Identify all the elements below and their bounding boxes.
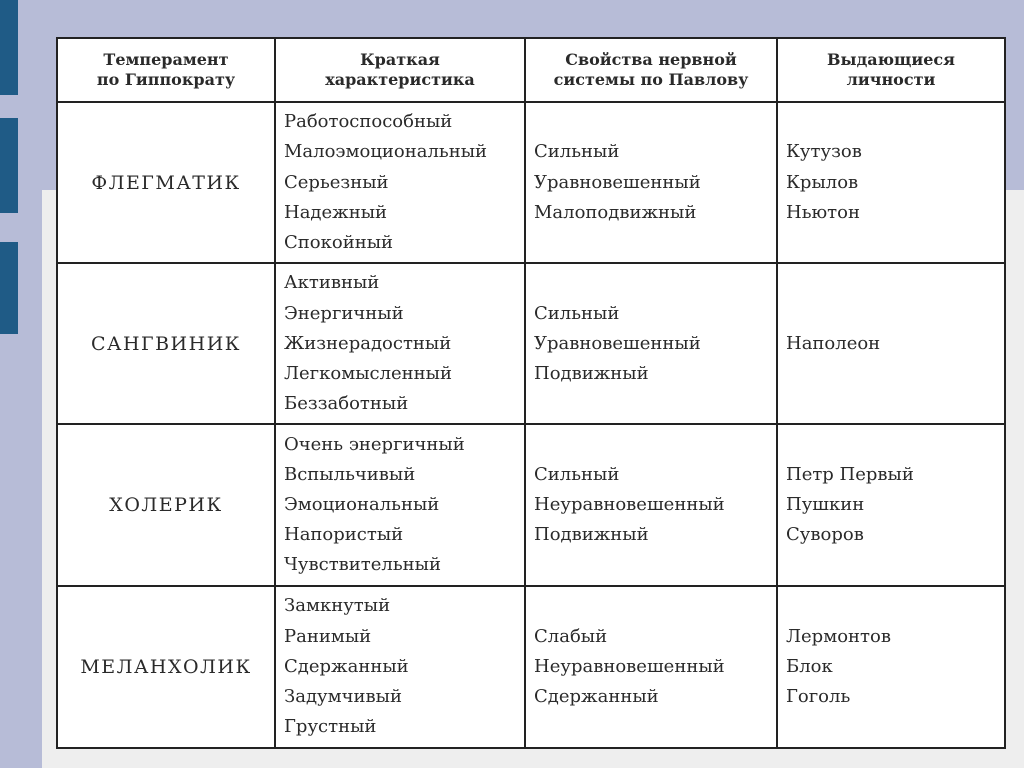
header-characteristics-line2: характеристика: [325, 70, 475, 89]
accent-bar-bottom: [0, 242, 18, 334]
trait: Спокойный: [284, 231, 394, 253]
temperament-name: МЕЛАНХОЛИК: [57, 586, 275, 748]
person: Крылов: [786, 171, 859, 193]
header-temperament-line2: по Гиппократу: [96, 70, 236, 89]
header-nervous-system: [525, 38, 777, 102]
nervous-system-cell: [525, 263, 777, 424]
nervous-property: Слабый: [534, 625, 608, 647]
header-notable-people-line2: личности: [846, 70, 936, 89]
header-temperament: [57, 38, 275, 102]
trait: Беззаботный: [284, 393, 409, 415]
table-row: [57, 102, 1005, 263]
trait: Напористый: [284, 524, 404, 546]
trait: Легкомысленный: [284, 362, 453, 384]
nervous-property: Неуравновешенный: [534, 655, 725, 677]
header-nervous-system-line2: системы по Павлову: [553, 70, 749, 89]
nervous-property: Сдержанный: [534, 685, 659, 707]
nervous-property: Уравновешенный: [534, 332, 701, 354]
trait: Жизнерадостный: [284, 332, 452, 354]
people-cell: [777, 424, 1005, 585]
people-cell: [777, 102, 1005, 263]
trait: Энергичный: [284, 302, 404, 324]
trait: Замкнутый: [284, 595, 391, 617]
accent-bar-top: [0, 0, 18, 95]
nervous-system-cell: [525, 424, 777, 585]
people-cell: [777, 586, 1005, 748]
nervous-property: Подвижный: [534, 524, 649, 546]
people-cell: [777, 263, 1005, 424]
table-row: [57, 263, 1005, 424]
nervous-system-cell: [525, 102, 777, 263]
temperament-table: [56, 37, 1006, 749]
trait: Активный: [284, 272, 380, 294]
trait: Вспыльчивый: [284, 463, 416, 485]
person: Петр Первый: [786, 463, 914, 485]
temperament-name: ХОЛЕРИК: [57, 424, 275, 585]
header-characteristics: [275, 38, 525, 102]
table-row: [57, 424, 1005, 585]
table-row: [57, 586, 1005, 748]
trait: Грустный: [284, 716, 377, 738]
person: Блок: [786, 655, 833, 677]
slide: [42, 0, 1024, 768]
header-notable-people: [777, 38, 1005, 102]
trait: Чувствительный: [284, 554, 441, 576]
trait: Серьезный: [284, 171, 389, 193]
trait: Очень энергичный: [284, 433, 465, 455]
temperament-name: ФЛЕГМАТИК: [57, 102, 275, 263]
person: Пушкин: [786, 493, 865, 515]
person: Кутузов: [786, 141, 862, 163]
nervous-property: Подвижный: [534, 362, 649, 384]
traits-cell: [275, 102, 525, 263]
header-notable-people-line1: Выдающиеся: [827, 50, 955, 69]
nervous-property: Малоподвижный: [534, 201, 697, 223]
trait: Ранимый: [284, 625, 372, 647]
trait: Задумчивый: [284, 685, 402, 707]
traits-cell: [275, 263, 525, 424]
person: Лермонтов: [786, 625, 891, 647]
table-header-row: [57, 38, 1005, 102]
header-temperament-line1: Темперамент: [103, 50, 229, 69]
header-characteristics-line1: Краткая: [360, 50, 440, 69]
nervous-property: Сильный: [534, 141, 620, 163]
traits-cell: [275, 586, 525, 748]
trait: Работоспособный: [284, 111, 453, 133]
trait: Малоэмоциональный: [284, 141, 488, 163]
nervous-property: Сильный: [534, 463, 620, 485]
nervous-property: Неуравновешенный: [534, 493, 725, 515]
accent-bar-middle: [0, 118, 18, 213]
nervous-property: Сильный: [534, 302, 620, 324]
person: Гоголь: [786, 685, 851, 707]
table-sheet: [56, 37, 1004, 749]
nervous-system-cell: [525, 586, 777, 748]
nervous-property: Уравновешенный: [534, 171, 701, 193]
trait: Эмоциональный: [284, 493, 440, 515]
header-nervous-system-line1: Свойства нервной: [565, 50, 737, 69]
trait: Сдержанный: [284, 655, 409, 677]
traits-cell: [275, 424, 525, 585]
temperament-name: САНГВИНИК: [57, 263, 275, 424]
person: Ньютон: [786, 201, 860, 223]
trait: Надежный: [284, 201, 388, 223]
person: Суворов: [786, 524, 864, 546]
person: Наполеон: [786, 332, 881, 354]
